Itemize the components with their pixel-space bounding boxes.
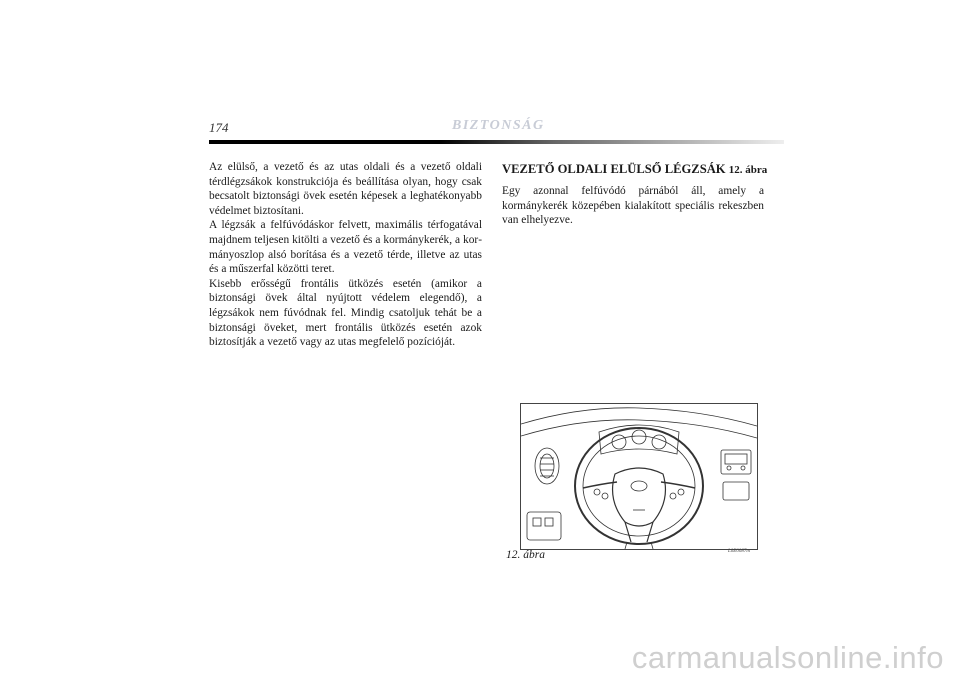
right-column — [502, 162, 768, 228]
steering-wheel-figure — [520, 403, 758, 550]
watermark: carmanualsonline.info — [631, 640, 944, 675]
airbag-heading — [502, 162, 768, 178]
heading-figure-ref: 12. ábra — [728, 164, 768, 176]
section-title: BIZTONSÁG — [452, 118, 545, 133]
figure-caption: 12. ábra — [506, 549, 545, 561]
figure-code: L0E0087m — [728, 549, 750, 554]
page-number: 174 — [209, 120, 229, 135]
paragraph-2: A légzsák a felfúvódáskor felvett, maximális térfogatával majdnem teljesen kitölti a vezető és a kormánykerék, a kormányoszlop alsó borítása és a vezető térde, illetve az utas és a műszerfal közötti teret. — [209, 219, 482, 276]
steering-wheel-illustration — [521, 404, 757, 549]
paragraph-3: Kisebb erősségű frontális ütközés esetén (amikor a biztonsági övek által nyújtott védelem elegendő), a légzsákok nem fúvódnak fel. Mindig csatoljuk tehát be a biztonsági öveket, mert frontális ütközés esetén azok biztosítják a vezető vagy az utas megfelelő pozícióját. — [209, 277, 482, 349]
airbag-description: Egy azonnal felfúvódó párnából áll, amely a kormánykerék közepében kialakított speciális rekeszben van elhelyezve. — [502, 185, 764, 227]
heading-text: VEZETŐ OLDALI ELÜLSŐ LÉGZSÁK — [502, 162, 726, 176]
header-rule — [209, 140, 784, 144]
left-column — [209, 160, 482, 350]
paragraph-1: Az elülső, a vezető és az utas oldali és a vezető oldali térdlégzsákok konstrukciója és beállítása olyan, hogy csak becsatolt biztonsági övek esetén képesek a leghatékonyabb védelmet biztosítani. — [209, 161, 482, 217]
